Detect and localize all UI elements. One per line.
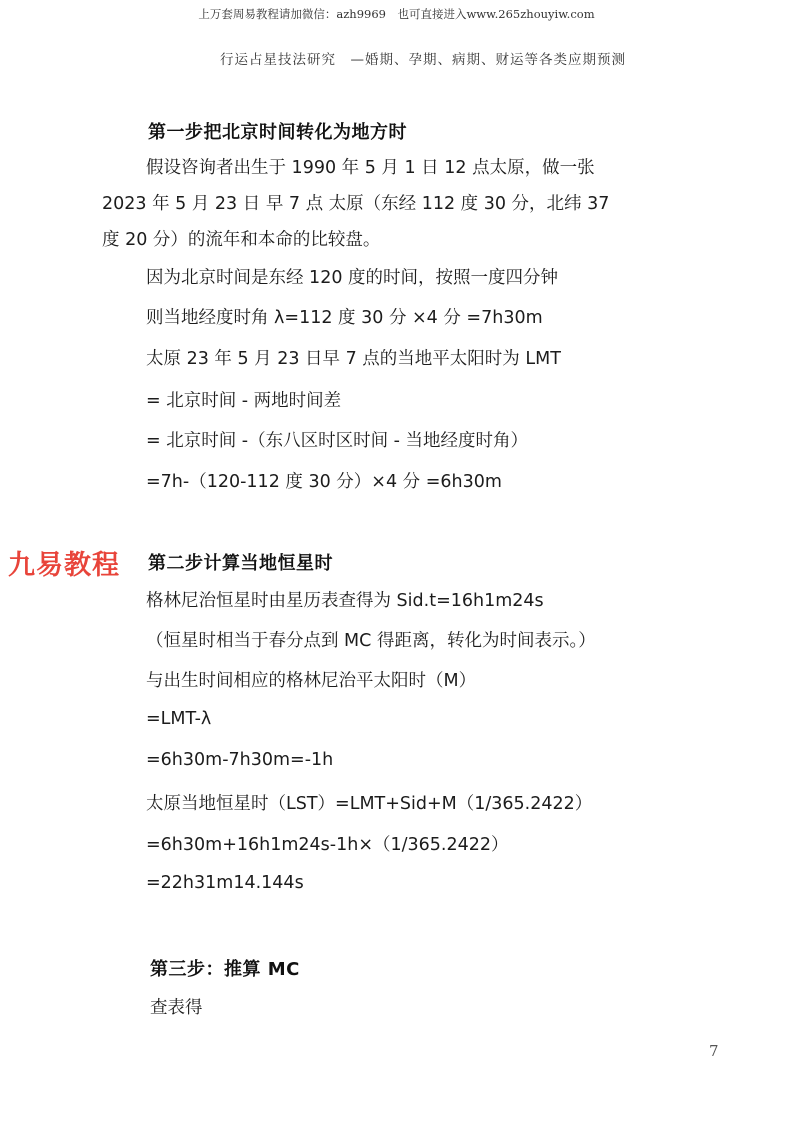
step2-line: =6h30m-7h30m=-1h <box>146 750 334 770</box>
step2-line: （恒星时相当于春分点到 MC 得距离，转化为时间表示。） <box>146 631 596 651</box>
step3-heading: 第三步：推算 MC <box>150 959 300 980</box>
step2-line: =22h31m14.144s <box>146 873 304 893</box>
step1-line: = 北京时间 -（东八区时区时间 - 当地经度时角） <box>146 431 529 451</box>
step1-paragraph-line-2: 2023 年 5 月 23 日 早 7 点 太原（东经 112 度 30 分，北纬 37 <box>102 194 610 214</box>
step1-line: 则当地经度时角 λ=112 度 30 分 ×4 分 =7h30m <box>146 308 543 328</box>
step1-heading: 第一步把北京时间转化为地方时 <box>148 122 407 143</box>
step1-paragraph-line-3: 度 20 分）的流年和本命的比较盘。 <box>102 230 381 250</box>
step1-line: 太原 23 年 5 月 23 日早 7 点的当地平太阳时为 LMT <box>146 349 561 369</box>
step2-line: 与出生时间相应的格林尼治平太阳时（M） <box>146 671 477 691</box>
step2-heading: 第二步计算当地恒星时 <box>148 553 333 574</box>
step1-line: 因为北京时间是东经 120 度的时间，按照一度四分钟 <box>146 268 559 288</box>
step1-line: =7h-（120-112 度 30 分）×4 分 =6h30m <box>146 472 502 492</box>
watermark-logo: 九易教程 <box>8 550 120 581</box>
step1-line: = 北京时间 - 两地时间差 <box>146 391 342 411</box>
step1-paragraph-line-1: 假设咨询者出生于 1990 年 5 月 1 日 12 点太原，做一张 <box>146 158 595 178</box>
step3-line: 查表得 <box>150 998 203 1018</box>
step2-line: 格林尼治恒星时由星历表查得为 Sid.t=16h1m24s <box>146 591 544 611</box>
step2-line: =LMT-λ <box>146 709 212 729</box>
page-number: 7 <box>709 1042 719 1060</box>
running-header: 行运占星技法研究 —婚期、孕期、病期、财运等各类应期预测 <box>220 52 626 68</box>
step2-line: 太原当地恒星时（LST）=LMT+Sid+M（1/365.2422） <box>146 794 593 814</box>
page-banner: 上万套周易教程请加微信：azh9969 也可直接进入www.265zhouyiw.com <box>198 7 595 21</box>
step2-line: =6h30m+16h1m24s-1h×（1/365.2422） <box>146 835 509 855</box>
